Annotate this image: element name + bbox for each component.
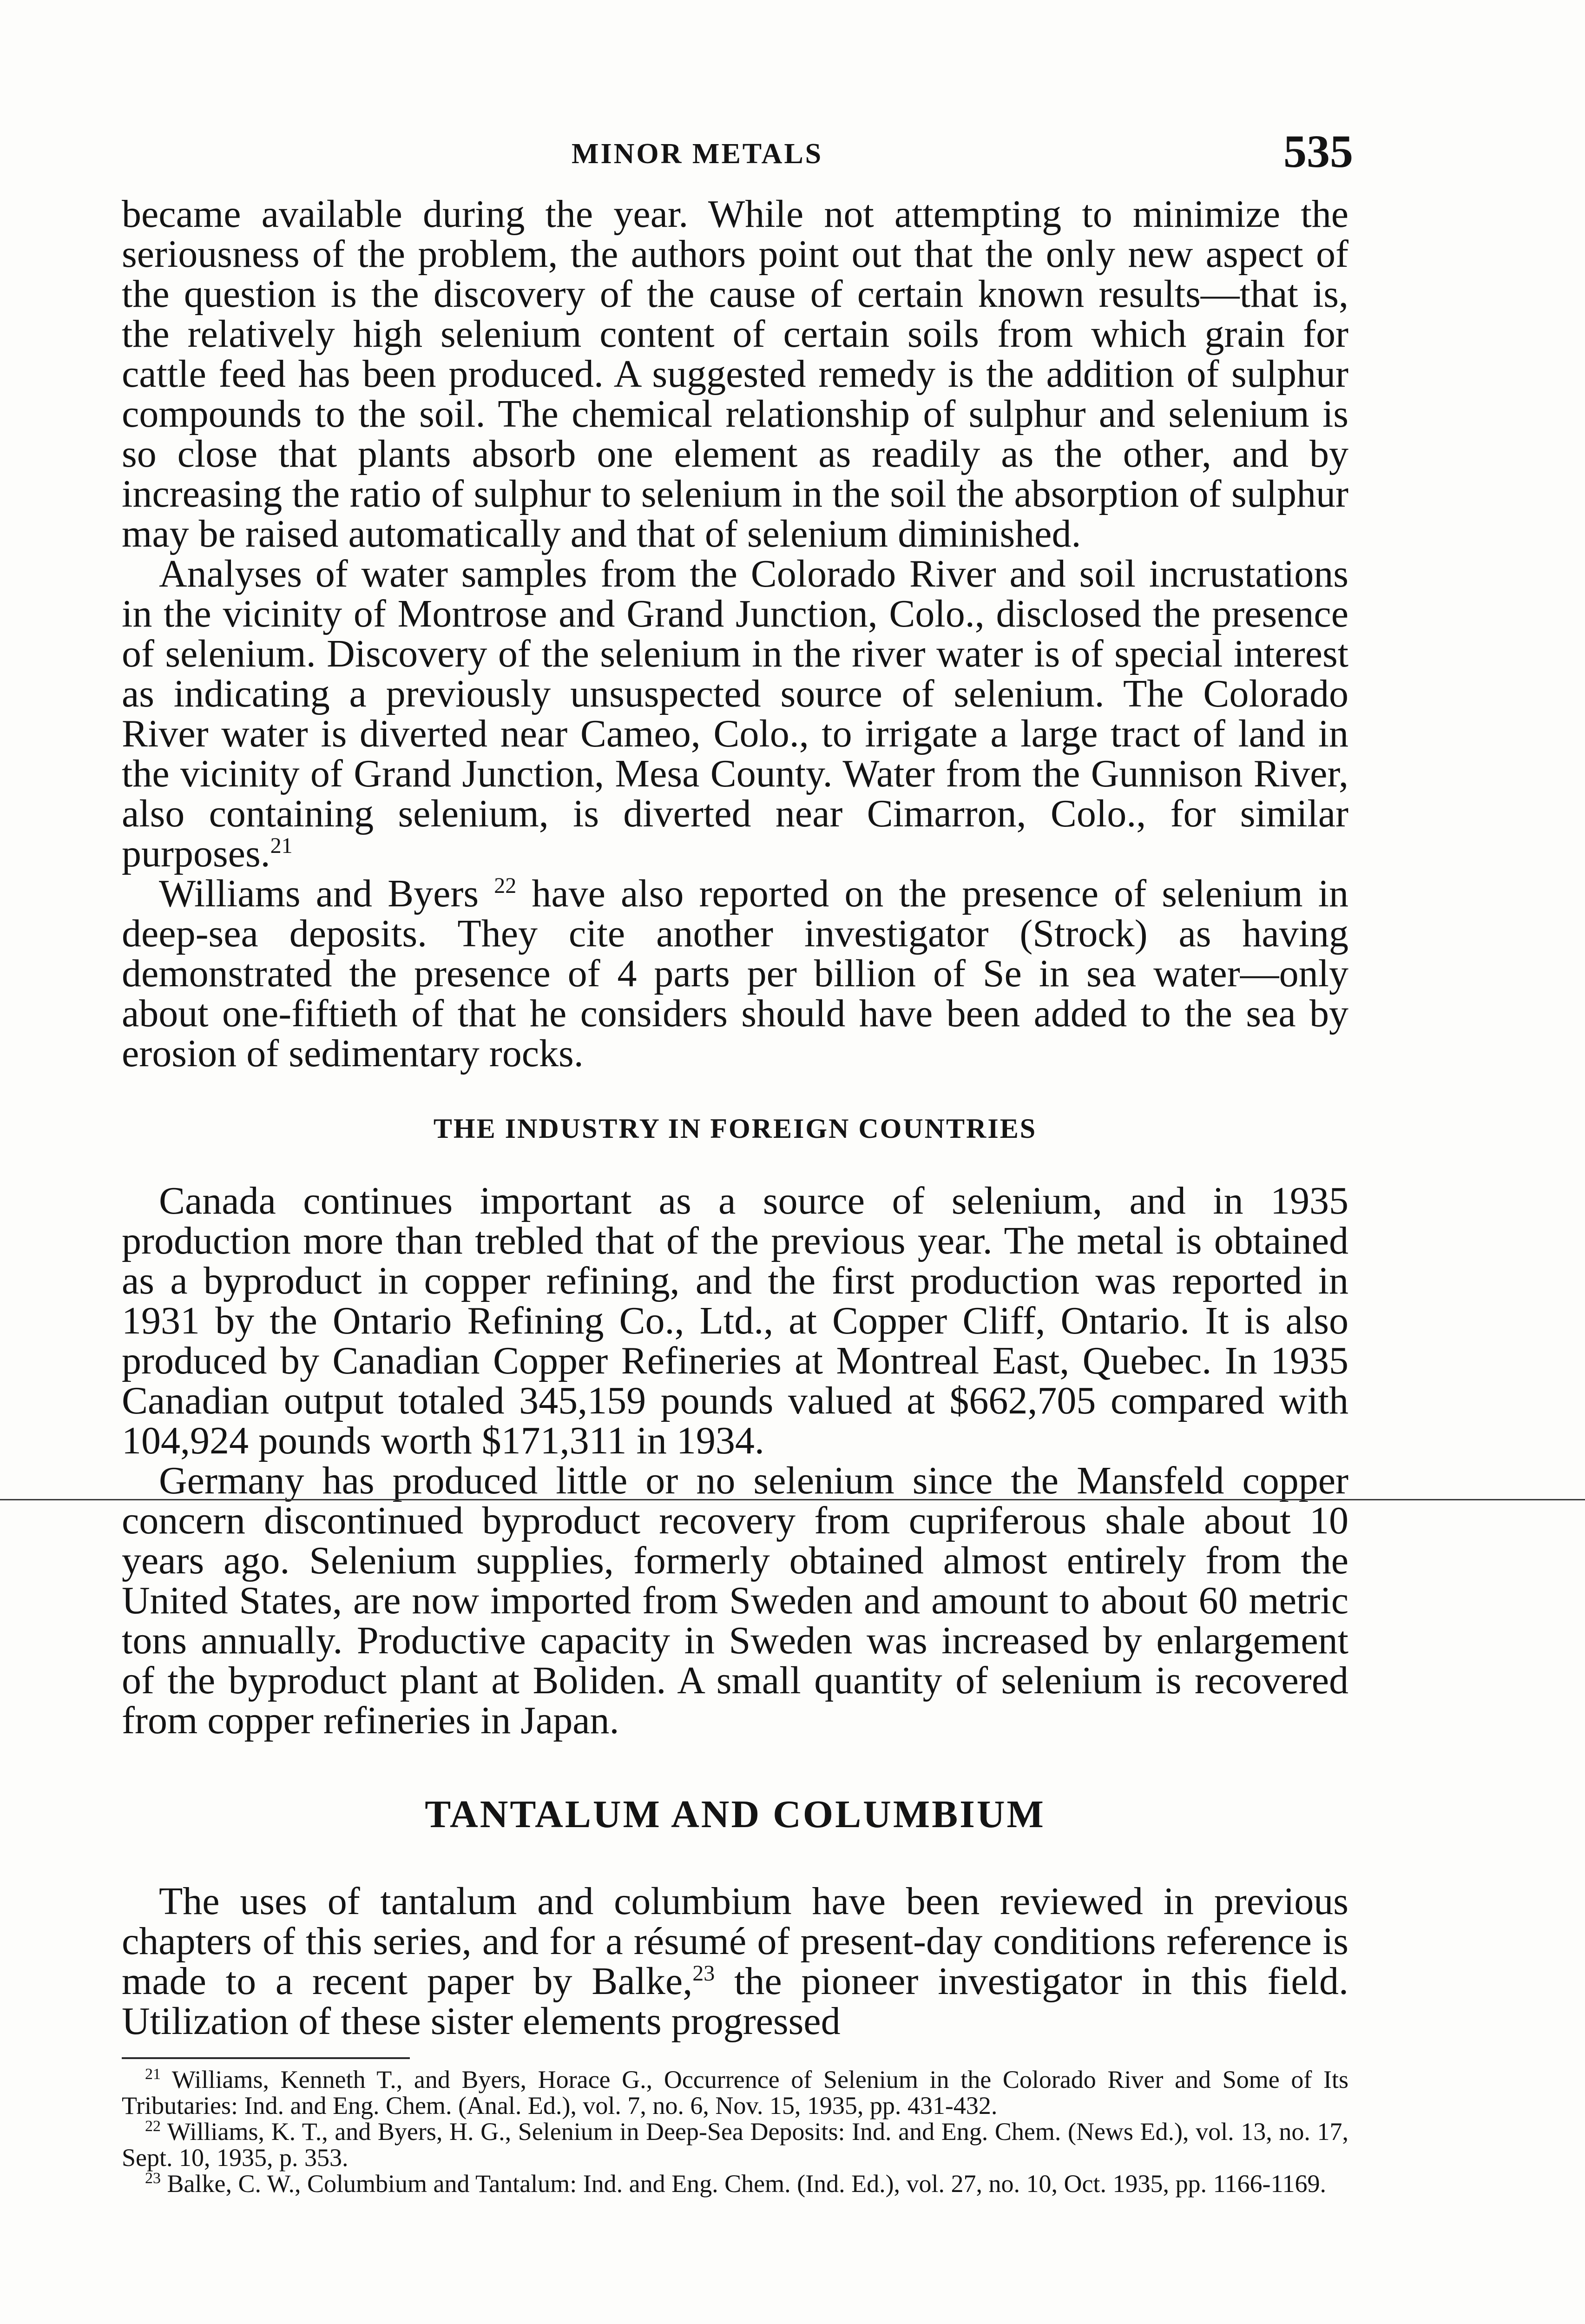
paragraph-deep-sea <box>122 874 1348 1074</box>
footnote-mark: 21 <box>145 2066 161 2083</box>
footnote <box>122 2171 1348 2197</box>
footnote <box>122 2067 1348 2119</box>
paragraph-text: Williams and Byers <box>159 872 479 915</box>
paragraph-text: the pioneer investigator in this field. Utilization of these sister elements progressed <box>122 1960 1348 2043</box>
footnote-reference: 23 <box>692 1961 715 1986</box>
running-title: MINOR METALS <box>572 138 823 170</box>
footnote-reference: 21 <box>270 833 293 858</box>
footnote-rule <box>122 2057 410 2059</box>
footnote-reference: 22 <box>494 873 517 898</box>
footnote-text: Williams, Kenneth T., and Byers, Horace G., Occurrence of Selenium in the Colorado River and Some of Its Tributaries: Ind. and Eng. Chem. (Anal. Ed.), vol. 7, no. 6, Nov. 15, 1935, pp. 431-432. <box>122 2066 1348 2119</box>
running-header <box>0 125 1585 177</box>
paragraph-text: The uses of tantalum and columbium have been reviewed in previous chapters of this series, and for a résumé of present-day conditions reference is made to a recent paper by Balke, <box>122 1880 1348 2003</box>
paragraph-continued <box>122 194 1348 554</box>
paragraph-tantalum <box>122 1882 1348 2041</box>
paragraph-text: became available during the year. While not attempting to minimize the seriousness of the problem, the authors point out that the only new aspect of the question is the discovery of the cause of certain known results—that is, the relatively high selenium content of certain soils from which grain for cattle feed has been produced. A suggested remedy is the addition of sulphur compounds to the soil. The chemical relationship of sulphur and selenium is so close that plants absorb one element as readily as the other, and by increasing the ratio of sulphur to selenium in the soil the absorption of sulphur may be raised automatically and that of selenium diminished. <box>122 192 1348 555</box>
scan-artifact-line <box>0 1499 1585 1500</box>
paragraph-text: Analyses of water samples from the Colorado River and soil incrustations in the vicinity of Montrose and Grand Junction, Colo., disclosed the presence of selenium. Discovery of the selenium in the river water is of special interest as indicating a previously unsuspected source of selenium. The Colorado River water is diverted near Cameo, Colo., to irrigate a large tract of land in the vicinity of Grand Junction, Mesa County. Water from the Gunnison River, also containing selenium, is diverted near Cimarron, Colo., for similar purposes. <box>122 552 1348 875</box>
paragraph-canada: Canada continues important as a source of selenium, and in 1935 production more than trebled that of the previous year. The metal is obtained as a byproduct in copper refining, and the first production was reported in 1931 by the Ontario Refining Co., Ltd., at Copper Cliff, Ontario. It is also produced by Canadian Copper Refineries at Montreal East, Quebec. In 1935 Canadian output totaled 345,159 pounds valued at $662,705 compared with 104,924 pounds worth $171,311 in 1934. <box>122 1179 1348 1462</box>
footnote-text: Williams, K. T., and Byers, H. G., Selenium in Deep-Sea Deposits: Ind. and Eng. Chem. (News Ed.), vol. 13, no. 17, Sept. 10, 1935, p. 353. <box>122 2118 1349 2172</box>
footnote <box>122 2119 1348 2171</box>
page-number: 535 <box>1283 125 1353 177</box>
section-heading: THE INDUSTRY IN FOREIGN COUNTRIES <box>433 1113 1037 1144</box>
paragraph-colorado-river <box>122 554 1348 874</box>
paragraph-text: have also reported on the presence of selenium in deep-sea deposits. They cite another investigator (Strock) as having demonstrated the presence of 4 parts per billion of Se in sea water—only about one-fiftieth of that he considers should have been added to the sea by erosion of sedimentary rocks. <box>122 872 1348 1075</box>
footnote-mark: 22 <box>145 2118 161 2135</box>
footnote-mark: 23 <box>145 2170 161 2187</box>
footnote-text: Balke, C. W., Columbium and Tantalum: Ind. and Eng. Chem. (Ind. Ed.), vol. 27, no. 10, Oct. 1935, pp. 1166-1169. <box>167 2170 1326 2198</box>
chapter-heading: TANTALUM AND COLUMBIUM <box>425 1793 1046 1836</box>
paragraph-germany: Germany has produced little or no selenium since the Mansfeld copper concern discontinued byproduct recovery from cupriferous shale about 10 years ago. Selenium supplies, formerly obtained almost entirely from the United States, are now imported from Sweden and amount to about 60 metric tons annually. Productive capacity in Sweden was increased by enlargement of the byproduct plant at Boliden. A small quantity of selenium is recovered from copper refineries in Japan. <box>122 1459 1348 1742</box>
text-column <box>122 194 1348 2197</box>
